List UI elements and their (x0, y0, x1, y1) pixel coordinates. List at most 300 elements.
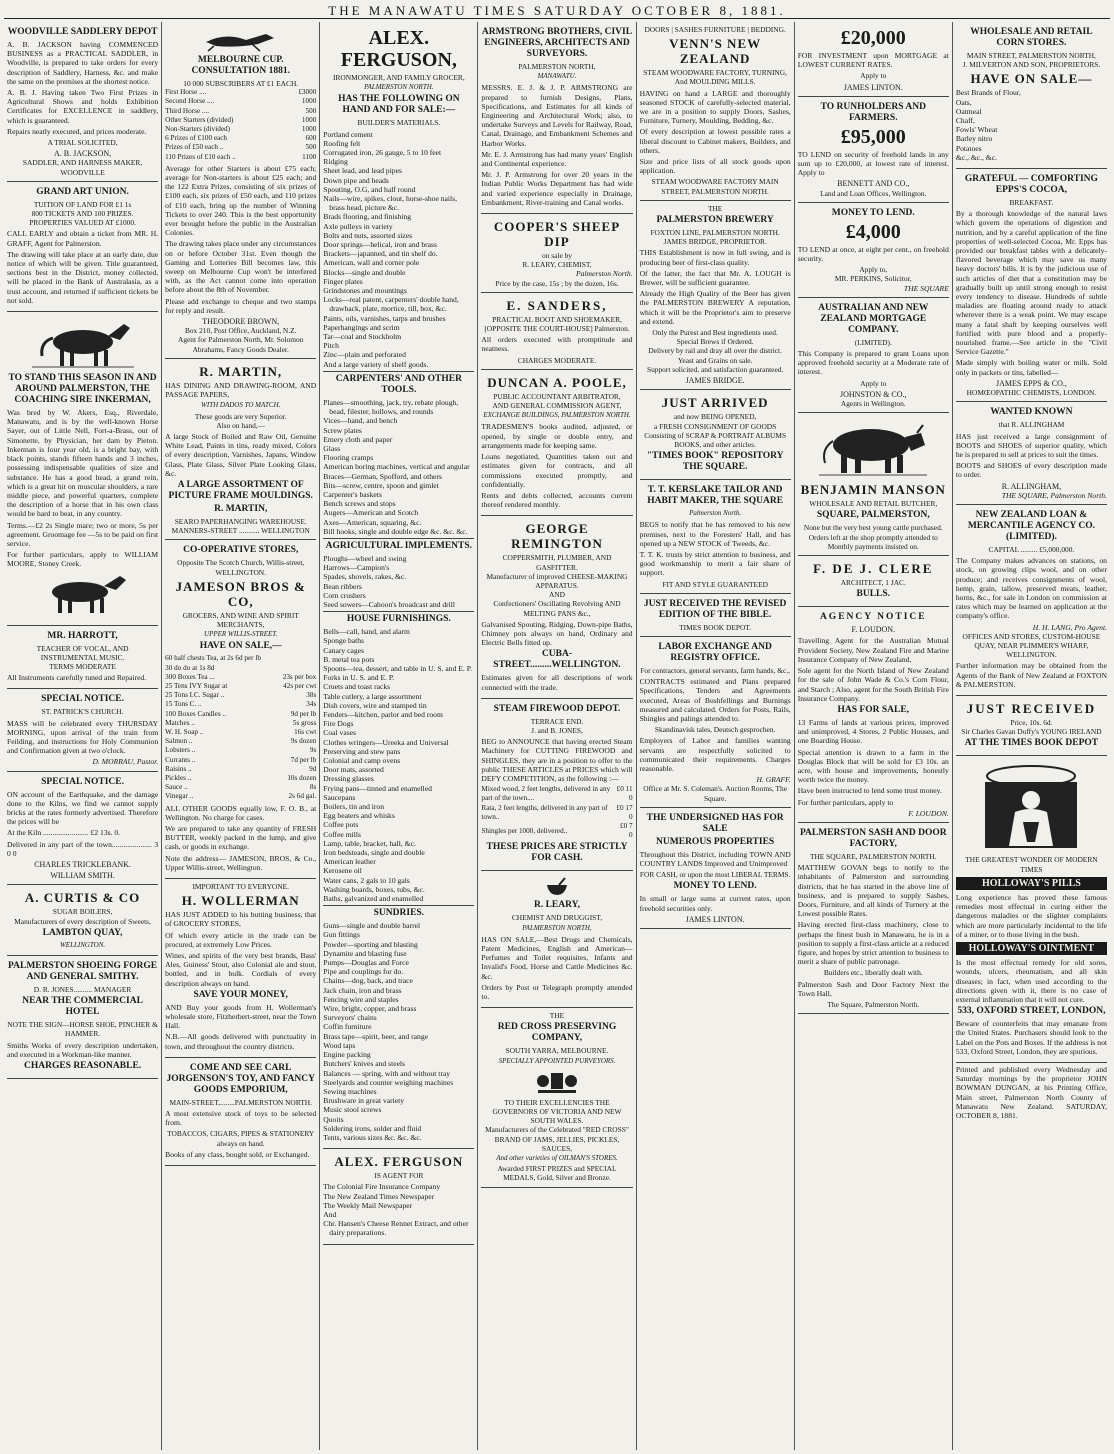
goods-list (323, 627, 474, 903)
ad-line: JAMES BRIDGE, PROPRIETOR. (663, 237, 767, 247)
ad-line: SADDLER, AND HARNESS MAKER, WOODVILLE (22, 158, 143, 177)
ad-epps-cocoa (956, 169, 1107, 402)
list-item: Egg beaters and whisks (323, 811, 395, 821)
ad-armstrong-brothers (481, 22, 632, 214)
table-cell-label: Second Horse .... (165, 97, 215, 106)
ad-line: SPECIALLY APPOINTED PURVEYORS. (498, 1056, 616, 1065)
list-item: Oats, (955, 97, 972, 107)
list-item: Colonial and camp ovens (323, 756, 401, 765)
ad-line: A TRIAL SOLICITED, (47, 138, 118, 148)
table-cell-label: Non-Starters (divided) (165, 125, 231, 134)
ad-george-remington (481, 516, 632, 698)
ad-text: In small or large sums at current rates, upon freehold securities only. (639, 894, 791, 913)
ad-text: MASS will be celebrated every THURSDAY MORNING, upon arrival of the train from Feilding, and instructions for Holy Communion and Confirmation given at two o'clock. (7, 718, 159, 756)
ad-text: Long experience has proved these famous remedies most effectual in curing either the dangerous maladies or the slighter complaints which are more particularly incidental to the life of a miner, or to those living in the bush. (955, 892, 1107, 939)
table-row (165, 691, 316, 700)
table-cell-value: 1000 (301, 115, 317, 124)
list-item: The Colonial Fire Insurance Company (323, 1182, 441, 1192)
table-cell-value: 9d (309, 764, 317, 773)
ad-heading: RED CROSS PRESERVING COMPANY, (497, 1022, 617, 1044)
list-item: Augers—American and Scotch (323, 508, 419, 518)
list-item: Preserving and stew pans (323, 746, 401, 756)
ad-text: Rents and debts collected, accounts current thereof rendered monthly. (481, 490, 633, 510)
list-item: Guns—single and double barrel (323, 921, 421, 931)
ad-heading: ALEX. FERGUSON (334, 1154, 464, 1170)
list-item: American boring machines, vertical and angular (323, 462, 470, 472)
ad-carl-jorgenson (165, 1058, 316, 1166)
ad-line: MR. PERKINS, Solicitor, (834, 274, 912, 284)
list-item: Chaff, (955, 116, 975, 126)
list-item: Pitch (323, 341, 339, 351)
ad-line: Opposite The Scotch Church, Willis-street, WELLINGTON. (177, 558, 305, 577)
ad-line: Manufacturers of the Celebrated "RED CROSS" BRAND OF JAMS, JELLIES, PICKLES, SAUCES, (485, 1125, 629, 1153)
list-item: Locks—real patent, carpenters' double hand, drawback, plate, mortice, till, box, &c. (323, 295, 459, 314)
table-row (165, 783, 316, 792)
ad-holloway (956, 756, 1107, 1063)
ad-line: PALMERSTON NORTH, (522, 923, 592, 932)
ad-line: NOTE THE SIGN—HORSE SHOE, PINCHER & HAMMER. (7, 1020, 158, 1039)
ad-r-martin (165, 359, 316, 540)
ad-heading: GRAND ART UNION. (36, 186, 129, 197)
columns (4, 22, 1110, 1450)
ad-de-j-clere (798, 556, 949, 607)
ad-heading: COME AND SEE CARL JORGENSON'S TOY, AND FANCY GOODS EMPORIUM, (166, 1062, 315, 1095)
ad-text: Please add exchange to cheque and two stamps for reply and result. (165, 296, 317, 315)
ad-young-ireland (956, 696, 1107, 756)
table-row (165, 737, 316, 746)
table-cell-label: Prizes of £50 each .. (165, 143, 224, 152)
list-item: Fenders—kitchen, parlor and bed room (323, 709, 443, 719)
table-cell-value: 38s (306, 691, 317, 700)
ad-text: Of which every article in the trade can be procured, at extremely Low Prices. (165, 930, 317, 949)
ad-text: For further particulars, apply to WILLIAM MOORE, Stoney Creek. (7, 550, 159, 569)
ad-venns-woodware (640, 22, 791, 201)
list-item: Powder—sporting and blasting (323, 939, 418, 949)
list-item: Vices—hand, and bench (323, 416, 398, 426)
ad-line: Special Brews if Ordered. (676, 337, 754, 347)
ad-text: Sole agent for the North Island of New Zealand for the sale of John Wade & Co.'s Corn Flour, and Starch ; Also, agent for the South British Fire Insurance Company. (797, 666, 949, 703)
ad-line: £95,000 (840, 125, 906, 148)
list-item: Boilers, tin and iron (323, 802, 385, 812)
ad-line: THE GREATEST WONDER OF MODERN TIMES (965, 855, 1098, 874)
list-item: Jack chain, iron and brass (323, 985, 402, 995)
list-item: Carpenter's baskets (323, 489, 382, 499)
list-item: Bits—screw, centre, spoon and gimlet (323, 480, 439, 490)
ad-text: N.B.—All goods delivered with punctuality in town, and throughout the country districts. (165, 1032, 317, 1051)
ad-text: BOOTS and SHOES of every description made to order. (955, 461, 1107, 480)
ad-line: CAPITAL ......... £5,000,000. (988, 544, 1075, 554)
ad-text: A. B. J. Having taken Two First Prizes in Agricultural Shows and holds Exhibition Certificates for EXCELLENCE in saddlery, which is guaranteed. (7, 88, 159, 125)
ad-revised-bible (640, 594, 791, 637)
ad-line: IS AGENT FOR (374, 1171, 424, 1181)
ad-signature: F. LOUDON. (908, 808, 949, 818)
ad-red-cross-preserving (481, 1008, 632, 1187)
ad-line: HAS FOR SALE, (837, 704, 910, 715)
ad-signature: WILLIAM SMITH. (50, 871, 115, 881)
ad-line: 533, OXFORD STREET, LONDON, (957, 1006, 1106, 1017)
ad-text: Was bred by W. Akers, Esq., Riverdale, Manawatu, and is by the well-known Horse Sayer, out of Little Nell, Fort-a-Brass, out of Simonette, by Physician, her dam by Pieton. Inkerman is four year old, is a bright bay, with black points, stands fifteen hands and 3 inches, possessing indispensable qualities of size and substance. He has a good head, a grand rein, which is a great hit on muscular shoulders, a rare middle piece, and powerful quarters, complete the description of a horse that in his own class would be hard to beat, in any country. (7, 408, 159, 519)
ad-heading: SUNDRIES. (373, 908, 425, 919)
table-cell-value: £3000 (298, 88, 317, 97)
ad-line: Monthly payments insisted on. (827, 541, 919, 551)
list-item: Clothes wringers—Ureeka and Universal (323, 737, 449, 747)
ad-line: Palmerston North. (689, 509, 742, 518)
ad-signature: JAMES LINTON. (843, 82, 903, 92)
table-cell-label: Other Starters (divided) (165, 115, 234, 124)
ad-line: Builders etc., liberally dealt with. (823, 968, 923, 978)
table-cell-label: Shingles per 1000, delivered.. (481, 826, 568, 835)
ad-heading: MONEY TO LEND. (831, 207, 915, 218)
ad-text: BEGS to notify that he has removed to his new premises, next to the Foresters' Hall, and has opened up a NEW STOCK of Tweeds, &c. (639, 520, 791, 548)
ad-harrott-music (7, 626, 158, 690)
table-cell-label: Lobsters .. (165, 746, 196, 755)
list-item: Fire Dogs (323, 719, 354, 729)
list-item: Down pipe and heads (323, 175, 389, 185)
table-row (165, 125, 316, 134)
ad-signature: H. H. LANG, Pro Agent. (1032, 622, 1107, 632)
ad-line: TIMES BOOK DEPOT. (679, 622, 752, 632)
ad-text: BEG to ANNOUNCE that having erected Steam Machinery for CUTTING FIREWOOD and SHINGLES, they are in a position to offer to the public THESE ARTICLES at PRICES which will DEFY COMPETITION, as the following :— (481, 737, 633, 783)
table-row (165, 654, 316, 663)
list-item: Cruets and toast racks (323, 682, 391, 692)
list-item: Blocks—single and double (323, 267, 406, 277)
ad-line: GROCERS, AND WINE AND SPIRIT MERCHANTS, (182, 610, 299, 629)
ad-heading: JUST RECEIVED (966, 700, 1097, 716)
ad-melbourne-cup (165, 22, 316, 359)
ad-line: TERRACE END. (530, 716, 584, 726)
table-cell-value: 5s gross (292, 718, 317, 727)
list-item: Axes—American, squaring, &c. (323, 517, 422, 527)
table-cell-value (277, 654, 316, 663)
goods-list (323, 398, 474, 536)
ad-line: J. MILVERTON AND SON, PROPRIETORS. (962, 60, 1101, 70)
ad-line: and now BEING OPENED, (673, 412, 757, 422)
table-cell-value: 600 (305, 134, 317, 143)
list-item: Tents, various sizes &c. &c. &c. (323, 1132, 422, 1142)
ad-heading: R. LEARY, (533, 900, 581, 911)
table-row (165, 97, 316, 106)
table-cell-label: 25 Tens IVY Sugar at (165, 681, 228, 690)
list-item: Potatoes (955, 143, 982, 153)
horse-illustration (28, 572, 138, 618)
ad-line: UPPER WILLIS-STREET. (204, 630, 278, 639)
ad-text: MATTHEW GOVAN begs to notify to the inhabitants of Palmerston and surrounding districts, that he has started in the above line of business, and is prepared to supply Sashes, Doors, Furniture, and all kinds of Turnery at the Lowest possible Rates. (797, 863, 949, 919)
price-table (165, 654, 316, 801)
list-item: Bolts and nuts, assorted sizes (323, 230, 413, 240)
ad-heading: R. MARTIN, (199, 363, 283, 379)
ad-line: FOXTON LINE, PALMERSTON NORTH. (650, 228, 780, 238)
ad-line: HAS THE FOLLOWING ON HAND AND FOR SALE:— (338, 94, 460, 116)
ad-text: Smiths Works of every description undertaken, and executed in a Workman-like manner. (7, 1040, 159, 1059)
ad-line: Confectioners' Oscillating Revolving AND MELTING PANS &c., (493, 599, 621, 618)
ad-heading: COOPER'S SHEEP DIP (493, 219, 621, 250)
ad-palmerston-brewery (640, 201, 791, 390)
ad-ferguson-agent (323, 1149, 474, 1244)
column-7 (953, 22, 1110, 1450)
table-row (165, 682, 316, 691)
ad-e-sanders (481, 293, 632, 370)
masthead: THE MANAWATU TIMES SATURDAY OCTOBER 8, 1881. (4, 4, 1110, 19)
table-cell-value: 42s per cwt (283, 681, 317, 690)
ad-r-leary-chemist (481, 871, 632, 1008)
list-item: Zinc—plain and perforated (323, 350, 406, 360)
list-item: Bill hooks, single and double edge &c. &c. &c. (323, 526, 468, 536)
ad-heading: DUNCAN A. POOLE, (487, 374, 627, 390)
ad-heading: THE UNDERSIGNED HAS FOR SALE (646, 812, 784, 834)
list-item: Grindstones and mountings (323, 286, 407, 296)
ad-australian-mortgage (798, 298, 949, 413)
ad-text: TO LEND at once, at eight per cent., on freehold security. (797, 244, 949, 264)
list-item: Pumps—Douglas and Force (323, 958, 409, 968)
table-row (481, 785, 632, 803)
ad-line: TEACHER OF VOCAL, AND (36, 643, 129, 653)
list-item: And a large variety of shelf goods. (323, 359, 429, 369)
ad-linton-mortgage (798, 22, 949, 97)
table-cell-value: 9s (309, 746, 317, 755)
goods-list (323, 921, 474, 1142)
ad-line: AND (548, 590, 565, 600)
ad-line: THESE PRICES ARE STRICTLY FOR CASH. (486, 842, 628, 864)
ad-line: And other varieties of OILMAN'S STORES. (496, 1154, 618, 1163)
list-item: Balances — spring, with and without tray (323, 1068, 451, 1078)
ad-signature: BENNETT AND CO., (837, 179, 910, 189)
ad-st-patricks (7, 689, 158, 771)
ad-heading: PALMERSTON SASH AND DOOR FACTORY, (799, 827, 947, 849)
ad-line: Awarded FIRST PRIZES and SPECIAL MEDALS, Gold, Silver and Bronze. (497, 1164, 617, 1183)
list-item: Lamp, table, bracket, hall, &c. (323, 838, 416, 848)
table-row (165, 134, 316, 143)
list-item: Barley nitro (955, 134, 993, 144)
ad-line: SUGAR BOILERS, (52, 907, 113, 917)
ad-line: D. R. JONES.......... MANAGER (33, 985, 132, 994)
list-item: Bells—call, hand, and alarm (323, 627, 410, 637)
table-row (165, 143, 316, 152)
mortar-and-pestle-icon (545, 877, 569, 897)
list-item: Door springs—helical, iron and brass (323, 240, 437, 250)
ad-line: TERMS MODERATE (49, 661, 116, 671)
ad-text: This Company is prepared to grant Loans upon approved freehold security at a Moderate rate of interest. (797, 349, 949, 377)
ad-text: We are prepared to take any quantity of FRESH BUTTER, weekly packed in the lump, and give cash, or goods in exchange. (165, 824, 317, 852)
ad-heading: E. SANDERS, (506, 297, 608, 313)
table-row (165, 710, 316, 719)
ad-line: Only the Purest and Best ingredients used. (652, 328, 778, 338)
ad-line: HAVE ON SALE,— (199, 641, 282, 652)
ad-text: HAS just received a large consignment of BOOTS and SHOES of superior quality, which he is prepared to sell at prices to suit the times. (955, 431, 1107, 459)
list-item: Chains—dog, back, and trace (323, 976, 413, 986)
ad-text: Is the most effectual remedy for old sores, wounds, ulcers, rheumatism, and all skin diseases; in fact, when used according to the directions given with it, there is no case of external inflammation that it will not cure. (955, 958, 1107, 1005)
ad-heading: WHOLESALE AND RETAIL CORN STORES. (970, 27, 1093, 48)
list-item: Brass tape—spirit, beer, and range (323, 1031, 428, 1041)
ad-line: CUBA-STREET.........WELLINGTON. (493, 649, 621, 671)
ad-bricks-notice (7, 772, 158, 886)
table-cell-label: 100 Boxes Candles .. (165, 709, 227, 718)
list-item: Emery cloth and paper (323, 434, 393, 444)
list-item: Wire, bright, copper, and brass (323, 1004, 417, 1014)
list-item: Spades, shovels, rakes, &c. (323, 572, 407, 582)
ad-text: Estimates given for all descriptions of work connected with the trade. (481, 673, 633, 692)
ad-heading: CARPENTERS' AND OTHER TOOLS. (335, 373, 462, 395)
table-cell-value: 10s dozen (287, 773, 317, 782)
ad-text: The drawing takes place under any circumstances on or before October 31st. Even though the Gaming and Lotteries Bill becomes law, this sweep on Melbourne Cup won't be interfered with, as the Act cannot come into operation before about the 8th of November. (165, 239, 317, 295)
list-item: Best Brands of Flour, (955, 88, 1021, 98)
ad-text: Of every description at lowest possible rates a liberal discount to Cabinet makers, Builders, and others. (639, 127, 791, 155)
list-item: Coffin furniture (323, 1022, 372, 1032)
table-cell-value: 500 (305, 143, 317, 152)
racehorse-ornament (196, 28, 286, 52)
table-cell-value: 34s (306, 700, 317, 709)
ad-kerslake-tailor (640, 480, 791, 594)
table-cell-label: 60 half chests Tea, at 2s 6d per lb (165, 654, 261, 663)
list-item: Sewing machines (323, 1086, 377, 1096)
table-cell-label: 6 Prizes of £100 each (165, 134, 228, 143)
list-item: Corn crushers (323, 590, 366, 600)
ad-line: R. LEARY, CHEMIST, (522, 260, 592, 270)
ad-line: SQUARE, PALMERSTON, (816, 510, 930, 521)
table-cell-label: Salmon .. (165, 737, 193, 746)
ad-text: Average for other Starters is about £75 each; average for Non-starters is about £25 each; and the 122 Extra Prizes, consisting of six prizes of £100 each, six prizes of £50 each, and 110 prizes of £10 each, bring up the number of Winning Tickets to over 240. This is the best opportunity ever brought before the public in the Australian Colonies. (165, 163, 317, 238)
table-row (165, 774, 316, 783)
ad-money-to-lend (798, 203, 949, 298)
ad-line: And MOULDING MILLS. (674, 77, 756, 87)
ad-line: J. and B. JONES, (531, 725, 583, 735)
list-item: Sheet lead, and lead pipes (323, 166, 402, 176)
ad-text: Travelling Agent for the Australian Mutual Provident Society, New Zealand Fire and Marine Insurance Company of New Zealand, (797, 636, 949, 664)
ad-heading: F. DE J. CLERE (813, 561, 934, 577)
ad-heading: LABOR EXCHANGE AND REGISTRY OFFICE. (658, 641, 772, 663)
ad-line: Palmerston North. (576, 269, 633, 279)
holloway-ointment-banner: HOLLOWAY'S OINTMENT (956, 942, 1107, 955)
list-item: Braces—German, Spofford, and others (323, 471, 442, 481)
list-item: Quoits (323, 1114, 344, 1124)
table-cell-value (277, 664, 316, 673)
table-row (165, 792, 316, 801)
list-item: Canary cages (323, 645, 364, 655)
ad-text: A most extensive stock of toys to be selected from. (165, 1109, 317, 1128)
ad-line: R. MARTIN, (214, 503, 268, 514)
table-cell-value: 500 (305, 106, 317, 115)
ad-line: Agents in Wellington. (840, 399, 906, 409)
list-item: Pipe and couplings for do. (323, 967, 404, 977)
ad-heading: £20,000 (840, 27, 906, 49)
ad-line: PROPERTIES VALUED AT £1000. (29, 218, 136, 228)
list-item: Dressing glasses (323, 774, 374, 784)
table-row (165, 116, 316, 125)
ad-line: Office at Mr. S. Coleman's. Auction Rooms, The Square. (643, 784, 787, 803)
ad-text: HAS JUST ADDED to his butting business, that of GROCERY STORES, (165, 910, 317, 929)
ad-text: CONTRACTS estimated and Plans prepared Specifications, Tenders and Agreements executed, Areas of Bushfellings and Burnings measured and calculated. Orders for Posts, Rails, Shingles and palings attended to. (639, 677, 791, 723)
ad-text: The drawing will take place at an early date, due notice of which will be given. Title guaranteed, sections best in the District, money collected, will be placed in the Bank of Australasia, as a trust account, and returned if sufficient tickets be not sold. (7, 249, 159, 305)
list-item: Corrugated iron, 26 gauge, 5 to 10 feet (323, 148, 442, 158)
table-row (165, 700, 316, 709)
printer-imprint: Printed and published every Wednesday and Saturday mornings by the proprietor JOHN BOWMAN DUNGAN, at his Printing Office, Main street, Palmerston North County of Manawatu New Zealand. SATURDAY, OCTOBER 8, 1881. (955, 1065, 1107, 1121)
ad-line: [OPPOSITE THE COURT-HOUSE] Palmerston. (484, 324, 630, 334)
ad-line: SOUTH YARRA, MELBOURNE. (505, 1046, 609, 1056)
ad-line: that R. ALLINGHAM (998, 420, 1065, 430)
bull-illustration (813, 419, 933, 479)
ad-heading: WOODVILLE SADDLERY DEPOT (7, 27, 158, 37)
ad-benjamin-manson (798, 413, 949, 556)
ad-text: Mr. E. J. Armstrong has had many years' English and Continental experience. (481, 149, 633, 169)
ad-line: 800 TICKETS AND 100 PRIZES. (31, 209, 134, 219)
ad-line: Support solicited, and satisfaction guaranteed. (646, 364, 784, 374)
ad-line: Sir Charles Gavan Duffy's YOUNG IRELAND (961, 727, 1102, 737)
ad-line: PUBLIC ACCOUNTANT ARBITRATOR, (493, 391, 621, 401)
list-item: Harrows—Campion's (323, 563, 390, 573)
ad-line: At the Kiln ........................ £2 13s. 0. (7, 828, 121, 838)
table-cell-label: 110 Prizes of £10 each .. (165, 152, 236, 161)
table-row (481, 822, 632, 840)
ad-line: Manufacturer of improved CHEESE-MAKING APPARATUS. (486, 571, 628, 590)
holloway-pills-banner: HOLLOWAY'S PILLS (956, 877, 1107, 890)
table-cell-value: 9s dozen (290, 737, 317, 746)
ad-line: Price by the case, 15s ; by the dozen, 16s. (495, 278, 619, 288)
ad-line: OFFICES AND STORES, CUSTOM-HOUSE QUAY, NEAR PLIMMER'S WHARF, WELLINGTON. (962, 631, 1101, 660)
agency-list (323, 1182, 474, 1237)
ad-line: BUILDER'S MATERIALS. (357, 118, 441, 128)
list-item: Surveyors' chains (323, 1013, 377, 1023)
ad-heading: MR. HARROTT, (47, 630, 118, 641)
list-item: Spouting, O.G, and half round (323, 184, 416, 194)
table-cell-value: 16s cwt (294, 727, 317, 736)
table-cell-value: £0 7 0 (619, 821, 633, 840)
ad-text: Already the High Quality of the Beer has given the PALMERSTON BREWERY A reputation, which it will be the Proprietor's aim to preserve and extend. (639, 289, 791, 326)
ad-line: IMPORTANT TO EVERYONE. (192, 882, 289, 892)
ad-line: BULLS. (856, 589, 891, 600)
ad-heading: SPECIAL NOTICE. (41, 776, 125, 787)
ad-text: Have been instructed to lend some trust money. (797, 786, 942, 796)
list-item: Nails—wire, spikes, clout, horse-shoe nails, brass head, picture &c. (323, 194, 457, 213)
ad-line: TOBACCOS, CIGARS, PIPES & STATIONERY always on hand. (167, 1129, 315, 1148)
ad-text: The Company makes advances on stations, on stock, on growing clips wool, and on other produce; and receives consignments of wool, hemp, grain, tallow, preserved meats, leather, horns, &c., for sale in London on commission at rates which may be learned on application at the company's office. (955, 556, 1107, 621)
list-item: Oatmeal (955, 106, 982, 116)
ad-line: THE SQUARE, Palmerston North. (1001, 490, 1107, 500)
table-row (165, 765, 316, 774)
goods-list (323, 130, 474, 369)
list-item: Screw plates (323, 425, 362, 435)
ad-line: Yeast and Grains on sale. (677, 355, 753, 365)
ad-text: Having erected first-class machinery, close to perhaps the finest bush in Manawatu, he is in a position to supply a first-class article at a reduced figure, and hopes by strict attention to business to merit a share of public patronage. (797, 920, 949, 967)
list-item: B. metal tea pots (323, 654, 375, 664)
list-item: Coffee pots (323, 820, 359, 830)
ad-line: Apply to (860, 71, 887, 81)
ad-text: Terms.—£2 2s Single mare; two or more, 5s per agreement. Groomage fee —5s to be paid on first service. (7, 520, 159, 548)
ad-heading: ALEX. FERGUSON, (340, 27, 457, 71)
ad-line: Price, 10s. 6d. (1010, 717, 1053, 727)
ad-text: MESSRS. E. J. & J. P. ARMSTRONG are prepared to furnish Designs, Plans, Specifications, and Estimates for all kinds of Engineering and Architectural Work; also, to undertake Surveys and Levels for Railway, Road, Canal, Drainage, and Embankment Schemes and Harbor Works. (481, 83, 633, 148)
table-cell-value: 23s per box (282, 672, 317, 681)
list-item: Water cans, 2 gals to 10 gals (323, 875, 410, 885)
ad-signature: H. GRAFF. (756, 775, 791, 785)
ad-signature: JAMES EPPS & CO., (995, 378, 1067, 388)
ad-signature: A. B. JACKSON, (54, 149, 112, 159)
list-item: Brushware in great variety (323, 1096, 405, 1106)
table-cell-value: 1000 (301, 125, 317, 134)
ad-line: PRACTICAL BOOT AND SHOEMAKER, (492, 314, 622, 324)
ad-coopers-sheep-dip (481, 214, 632, 293)
list-item: Chr. Hansen's Cheese Rennet Extract, and other dairy preparations. (323, 1219, 469, 1238)
ad-text: All orders executed with promptitude and neatness. (481, 335, 633, 354)
table-row (165, 719, 316, 728)
ad-line: AND GENERAL COMMISSION AGENT, (492, 401, 622, 411)
table-row (165, 153, 316, 162)
list-item: Soldering irons, solder and fluid (323, 1123, 422, 1133)
ad-line: Agent for Palmerston North, Mr. Solomon Abrahams, Fancy Goods Dealer. (177, 335, 304, 354)
ad-text: Further information may be obtained from the Agents of the Bank of New Zealand at FOXTON & PALMERSTON. (955, 661, 1107, 689)
ad-line: IRONMONGER, AND FAMILY GROCER, (333, 73, 465, 82)
ad-line: INSTRUMENTAL MUSIC. (40, 652, 125, 662)
ad-line: Box 210, Post Office, Auckland, N.Z. (184, 326, 297, 336)
ad-line: Also on hand,— (216, 420, 266, 430)
